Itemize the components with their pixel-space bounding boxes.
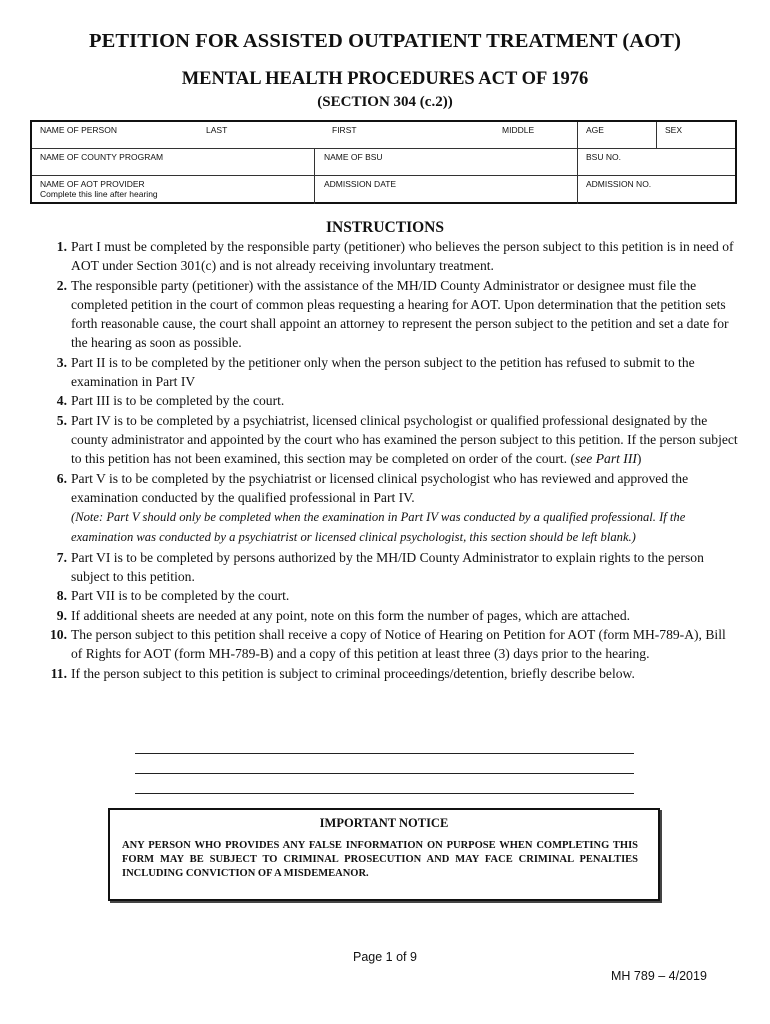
item-text: Part II is to be completed by the petitioner only when the person subject to the petition has refused to submit to the examination in Part IV — [71, 354, 695, 390]
item-number: 4. — [56, 393, 67, 409]
notice-title: IMPORTANT NOTICE — [319, 816, 449, 830]
bsu-number-field[interactable]: BSU NO. — [586, 152, 621, 162]
column-divider — [577, 148, 578, 204]
list-item — [30, 586, 740, 605]
list-item — [30, 664, 740, 683]
criminal-proceedings-line-3[interactable] — [135, 793, 634, 794]
important-notice-box — [108, 808, 660, 901]
item-number: 7. — [56, 549, 67, 565]
page-number: Page 1 of 9 — [353, 950, 417, 964]
column-divider — [577, 122, 578, 148]
bsu-name-field[interactable]: NAME OF BSU — [324, 152, 383, 162]
instructions-heading: INSTRUCTIONS — [325, 219, 444, 236]
list-item — [30, 606, 740, 625]
item-number: 8. — [56, 588, 67, 604]
column-divider — [656, 122, 657, 148]
item-text: Part III is to be completed by the court. — [71, 393, 285, 409]
item-reference: see Part III — [574, 451, 637, 467]
item-number: 6. — [56, 470, 67, 486]
form-title: PETITION FOR ASSISTED OUTPATIENT TREATMENT (AOT) — [88, 30, 682, 52]
county-program-field[interactable]: NAME OF COUNTY PROGRAM — [40, 152, 164, 162]
section-reference: (SECTION 304 (c.2)) — [317, 94, 453, 110]
middle-name-field[interactable]: MIDDLE — [502, 125, 535, 135]
row-divider — [32, 148, 735, 149]
row-divider — [32, 175, 735, 176]
item-number: 5. — [56, 412, 67, 428]
list-item — [30, 548, 740, 587]
item-text: Part IV is to be completed by a psychiatrist, licensed clinical psychologist or qualified professional designated by the county administrator and appointed by the court who has examined the person subject to this petition. If the person subject to this petition has not been examined, this section may be completed on order of the court. ( — [71, 412, 738, 467]
item-number: 3. — [56, 354, 67, 370]
item-number: 9. — [56, 607, 67, 623]
item-text-end: ) — [636, 451, 642, 467]
list-item — [30, 353, 740, 392]
item-number: 1. — [56, 239, 67, 254]
list-item — [30, 469, 740, 548]
identification-table — [30, 120, 737, 204]
first-name-field[interactable]: FIRST — [332, 125, 357, 135]
aot-provider-field[interactable]: NAME OF AOT PROVIDER — [40, 179, 145, 189]
column-divider — [314, 148, 315, 204]
criminal-proceedings-line-2[interactable] — [135, 773, 634, 774]
list-item — [30, 411, 740, 469]
item-number: 10. — [50, 626, 67, 642]
instructions-list — [30, 237, 740, 683]
last-name-field[interactable]: LAST — [206, 125, 228, 135]
list-item — [30, 391, 740, 410]
form-code: MH 789 – 4/2019 — [611, 969, 707, 983]
item-text: If the person subject to this petition is subject to criminal proceedings/detention, briefly describe below. — [71, 665, 635, 681]
item-text: Part I must be completed by the responsible party (petitioner) who believes the person subject to this petition is in need of AOT under Section 301(c) and is not already receiving involuntary treatment. — [71, 239, 734, 274]
admission-number-field[interactable]: ADMISSION NO. — [586, 179, 652, 189]
item-number: 2. — [56, 277, 67, 293]
list-item — [30, 276, 740, 353]
item-text: Part V is to be completed by the psychiatrist or licensed clinical psychologist who has reviewed and approved the examination conducted by the qualified professional in Part IV. — [71, 470, 689, 505]
criminal-proceedings-line-1[interactable] — [135, 753, 634, 754]
list-item — [30, 237, 740, 276]
item-text: The responsible party (petitioner) with the assistance of the MH/ID County Administrator or designee must file the completed petition in the court of common pleas requesting a hearing for AOT. Upon determination that the petition sets forth reasonable cause, the court shall appoint an attorney to represent the person subject to the petition and set a date for the hearing as soon as possible. — [71, 277, 729, 351]
admission-date-field[interactable]: ADMISSION DATE — [324, 179, 397, 189]
item-note: (Note: Part V should only be completed when the examination in Part IV was conducted by a qualified professional. If the examination was conducted by a psychiatrist or licensed clinical psychologist, this section should be left blank.) — [71, 510, 686, 545]
aot-provider-note: Complete this line after hearing — [40, 189, 158, 199]
item-text: If additional sheets are needed at any point, note on this form the number of pages, which are attached. — [71, 607, 631, 623]
item-text: The person subject to this petition shall receive a copy of Notice of Hearing on Petition for AOT (form MH-789-A), Bill of Rights for AOT (form MH-789-B) and a copy of this petition at least three (3) days prior to the hearing. — [71, 626, 726, 662]
age-field[interactable]: AGE — [586, 125, 604, 135]
item-text: Part VI is to be completed by persons authorized by the MH/ID County Administrator to explain rights to the person subject to this petition. — [71, 549, 704, 585]
act-title: MENTAL HEALTH PROCEDURES ACT OF 1976 — [181, 69, 589, 89]
list-item — [30, 625, 740, 664]
notice-body: ANY PERSON WHO PROVIDES ANY FALSE INFORMATION ON PURPOSE WHEN COMPLETING THIS FORM MAY BE SUBJECT TO CRIMINAL PROSECUTION AND MAY FACE CRIMINAL PENALTIES INCLUDING CONVICTION OF A MISDEMEANOR. — [122, 840, 638, 879]
sex-field[interactable]: SEX — [665, 125, 683, 135]
name-of-person-label: NAME OF PERSON — [40, 125, 117, 135]
item-text: Part VII is to be completed by the court. — [71, 588, 290, 604]
item-number: 11. — [50, 665, 67, 681]
